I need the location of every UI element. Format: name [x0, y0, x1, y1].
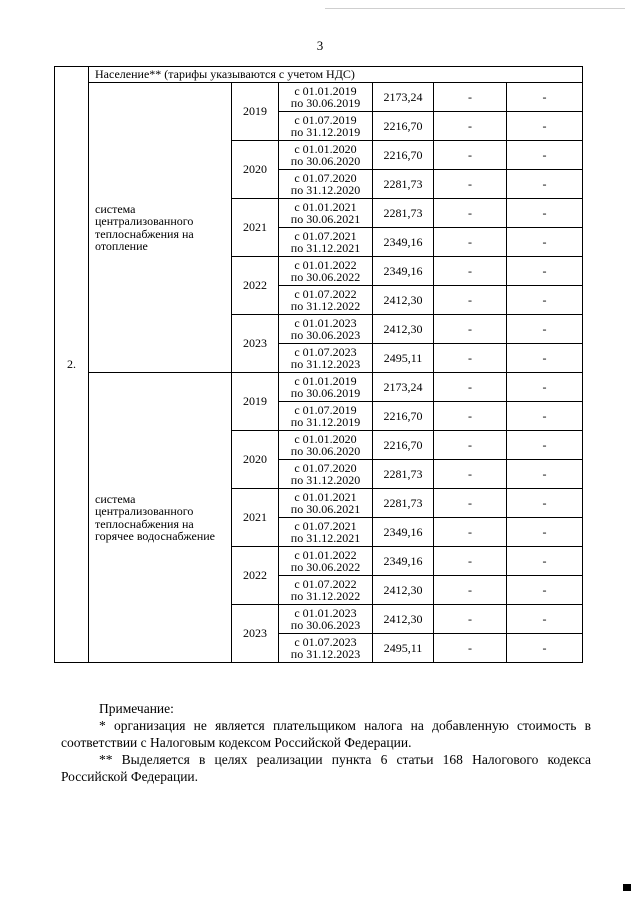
- dash-cell: -: [434, 431, 507, 460]
- dash-cell: -: [434, 141, 507, 170]
- period-end: по 31.12.2022: [290, 589, 361, 603]
- tariff-value-cell: 2281,73: [373, 199, 434, 228]
- period-start: с 01.01.2021: [294, 489, 357, 504]
- period-start: с 01.01.2019: [294, 83, 357, 98]
- period-end: по 31.12.2021: [290, 531, 361, 545]
- scan-top-line: [325, 8, 625, 9]
- period-cell: [279, 460, 373, 489]
- year-cell: 2023: [232, 605, 279, 663]
- dash-cell: -: [507, 605, 583, 634]
- tariff-value-cell: 2495,11: [373, 634, 434, 663]
- dash-cell: -: [434, 199, 507, 228]
- dash-cell: -: [434, 315, 507, 344]
- period-end: по 30.06.2020: [290, 444, 361, 458]
- note-item: ** Выделяется в целях реализации пункта 6 статьи 168 Налогового кодекса Российской Федерации.: [61, 752, 591, 784]
- dash-cell: -: [434, 170, 507, 199]
- tariff-value-cell: 2412,30: [373, 605, 434, 634]
- dash-cell: -: [434, 286, 507, 315]
- dash-cell: -: [507, 547, 583, 576]
- year-cell: 2023: [232, 315, 279, 373]
- dash-cell: -: [434, 373, 507, 402]
- table-header-row: [55, 67, 583, 83]
- period-cell: [279, 228, 373, 257]
- tariff-value-cell: 2216,70: [373, 431, 434, 460]
- tariff-value-cell: 2349,16: [373, 518, 434, 547]
- page-number: 3: [316, 38, 324, 53]
- dash-cell: -: [434, 83, 507, 112]
- period-cell: [279, 431, 373, 460]
- system-name-cell: система централизованного теплоснабжения на отопление: [89, 83, 232, 373]
- year-cell: 2020: [232, 431, 279, 489]
- tariff-table: [54, 66, 583, 663]
- period-cell: [279, 373, 373, 402]
- period-cell: [279, 547, 373, 576]
- tariff-value-cell: 2281,73: [373, 170, 434, 199]
- dash-cell: -: [507, 141, 583, 170]
- period-end: по 30.06.2021: [290, 502, 361, 516]
- dash-cell: -: [434, 518, 507, 547]
- dash-cell: -: [434, 344, 507, 373]
- period-cell: [279, 402, 373, 431]
- period-start: с 01.07.2023: [294, 344, 357, 359]
- year-cell: 2019: [232, 83, 279, 141]
- tariff-value-cell: 2216,70: [373, 141, 434, 170]
- period-end: по 30.06.2023: [290, 618, 361, 632]
- period-cell: [279, 112, 373, 141]
- dash-cell: -: [434, 576, 507, 605]
- tariff-value-cell: 2412,30: [373, 576, 434, 605]
- period-cell: [279, 286, 373, 315]
- tariff-value-cell: 2216,70: [373, 402, 434, 431]
- note-item: * организация не является плательщиком налога на добавленную стоимость в соответствии с Налоговым кодексом Российской Федерации.: [61, 718, 591, 750]
- period-end: по 31.12.2023: [290, 647, 361, 661]
- dash-cell: -: [434, 489, 507, 518]
- row-number-cell: 2.: [55, 67, 89, 663]
- period-start: с 01.07.2019: [294, 402, 357, 417]
- notes-title: Примечание:: [99, 701, 174, 716]
- dash-cell: -: [434, 460, 507, 489]
- period-cell: [279, 605, 373, 634]
- period-start: с 01.07.2020: [294, 170, 357, 185]
- period-end: по 30.06.2019: [290, 96, 361, 110]
- dash-cell: -: [507, 576, 583, 605]
- period-cell: [279, 199, 373, 228]
- table-row: [55, 83, 583, 112]
- dash-cell: -: [507, 199, 583, 228]
- period-start: с 01.01.2020: [294, 141, 357, 156]
- dash-cell: -: [434, 112, 507, 141]
- dash-cell: -: [507, 83, 583, 112]
- tariff-table-body: [55, 67, 583, 663]
- dash-cell: -: [507, 257, 583, 286]
- tariff-value-cell: 2281,73: [373, 489, 434, 518]
- dash-cell: -: [507, 402, 583, 431]
- dash-cell: -: [507, 344, 583, 373]
- dash-cell: -: [507, 518, 583, 547]
- period-cell: [279, 141, 373, 170]
- period-cell: [279, 315, 373, 344]
- dash-cell: -: [434, 605, 507, 634]
- period-start: с 01.07.2022: [294, 576, 357, 591]
- tariff-value-cell: 2173,24: [373, 83, 434, 112]
- tariff-value-cell: 2216,70: [373, 112, 434, 141]
- notes-section: [61, 700, 591, 785]
- period-end: по 30.06.2023: [290, 328, 361, 342]
- dash-cell: -: [507, 286, 583, 315]
- year-cell: 2022: [232, 547, 279, 605]
- tariff-value-cell: 2349,16: [373, 257, 434, 286]
- period-start: с 01.07.2021: [294, 228, 357, 243]
- period-start: с 01.07.2020: [294, 460, 357, 475]
- period-end: по 30.06.2019: [290, 386, 361, 400]
- period-start: с 01.01.2023: [294, 605, 357, 620]
- period-cell: [279, 344, 373, 373]
- period-cell: [279, 576, 373, 605]
- period-end: по 31.12.2021: [290, 241, 361, 255]
- population-header: Население** (тарифы указываются с учетом НДС): [89, 67, 583, 83]
- dash-cell: -: [507, 112, 583, 141]
- period-cell: [279, 518, 373, 547]
- period-cell: [279, 257, 373, 286]
- dash-cell: -: [434, 257, 507, 286]
- period-start: с 01.07.2019: [294, 112, 357, 127]
- dash-cell: -: [507, 170, 583, 199]
- year-cell: 2022: [232, 257, 279, 315]
- period-cell: [279, 83, 373, 112]
- period-start: с 01.01.2022: [294, 547, 357, 562]
- period-end: по 31.12.2019: [290, 125, 361, 139]
- period-cell: [279, 170, 373, 199]
- period-end: по 30.06.2022: [290, 560, 361, 574]
- dash-cell: -: [507, 634, 583, 663]
- year-cell: 2021: [232, 199, 279, 257]
- period-start: с 01.01.2020: [294, 431, 357, 446]
- period-end: по 31.12.2020: [290, 473, 361, 487]
- dash-cell: -: [434, 228, 507, 257]
- dash-cell: -: [507, 489, 583, 518]
- dash-cell: -: [434, 634, 507, 663]
- year-cell: 2020: [232, 141, 279, 199]
- period-end: по 30.06.2020: [290, 154, 361, 168]
- period-start: с 01.01.2023: [294, 315, 357, 330]
- tariff-value-cell: 2349,16: [373, 547, 434, 576]
- period-end: по 30.06.2022: [290, 270, 361, 284]
- period-cell: [279, 634, 373, 663]
- tariff-value-cell: 2349,16: [373, 228, 434, 257]
- period-start: с 01.01.2021: [294, 199, 357, 214]
- tariff-value-cell: 2495,11: [373, 344, 434, 373]
- period-end: по 31.12.2020: [290, 183, 361, 197]
- dash-cell: -: [507, 228, 583, 257]
- tariff-value-cell: 2281,73: [373, 460, 434, 489]
- period-end: по 30.06.2021: [290, 212, 361, 226]
- tariff-value-cell: 2412,30: [373, 315, 434, 344]
- tariff-value-cell: 2412,30: [373, 286, 434, 315]
- tariff-value-cell: 2173,24: [373, 373, 434, 402]
- year-cell: 2021: [232, 489, 279, 547]
- dash-cell: -: [434, 547, 507, 576]
- year-cell: 2019: [232, 373, 279, 431]
- period-start: с 01.01.2022: [294, 257, 357, 272]
- dash-cell: -: [434, 402, 507, 431]
- period-start: с 01.07.2022: [294, 286, 357, 301]
- table-row: [55, 373, 583, 402]
- period-end: по 31.12.2019: [290, 415, 361, 429]
- scan-corner-mark: [623, 884, 631, 891]
- period-end: по 31.12.2022: [290, 299, 361, 313]
- dash-cell: -: [507, 315, 583, 344]
- dash-cell: -: [507, 460, 583, 489]
- period-start: с 01.01.2019: [294, 373, 357, 388]
- period-end: по 31.12.2023: [290, 357, 361, 371]
- dash-cell: -: [507, 373, 583, 402]
- period-cell: [279, 489, 373, 518]
- period-start: с 01.07.2023: [294, 634, 357, 649]
- period-start: с 01.07.2021: [294, 518, 357, 533]
- dash-cell: -: [507, 431, 583, 460]
- system-name-cell: система централизованного теплоснабжения на горячее водоснабжение: [89, 373, 232, 663]
